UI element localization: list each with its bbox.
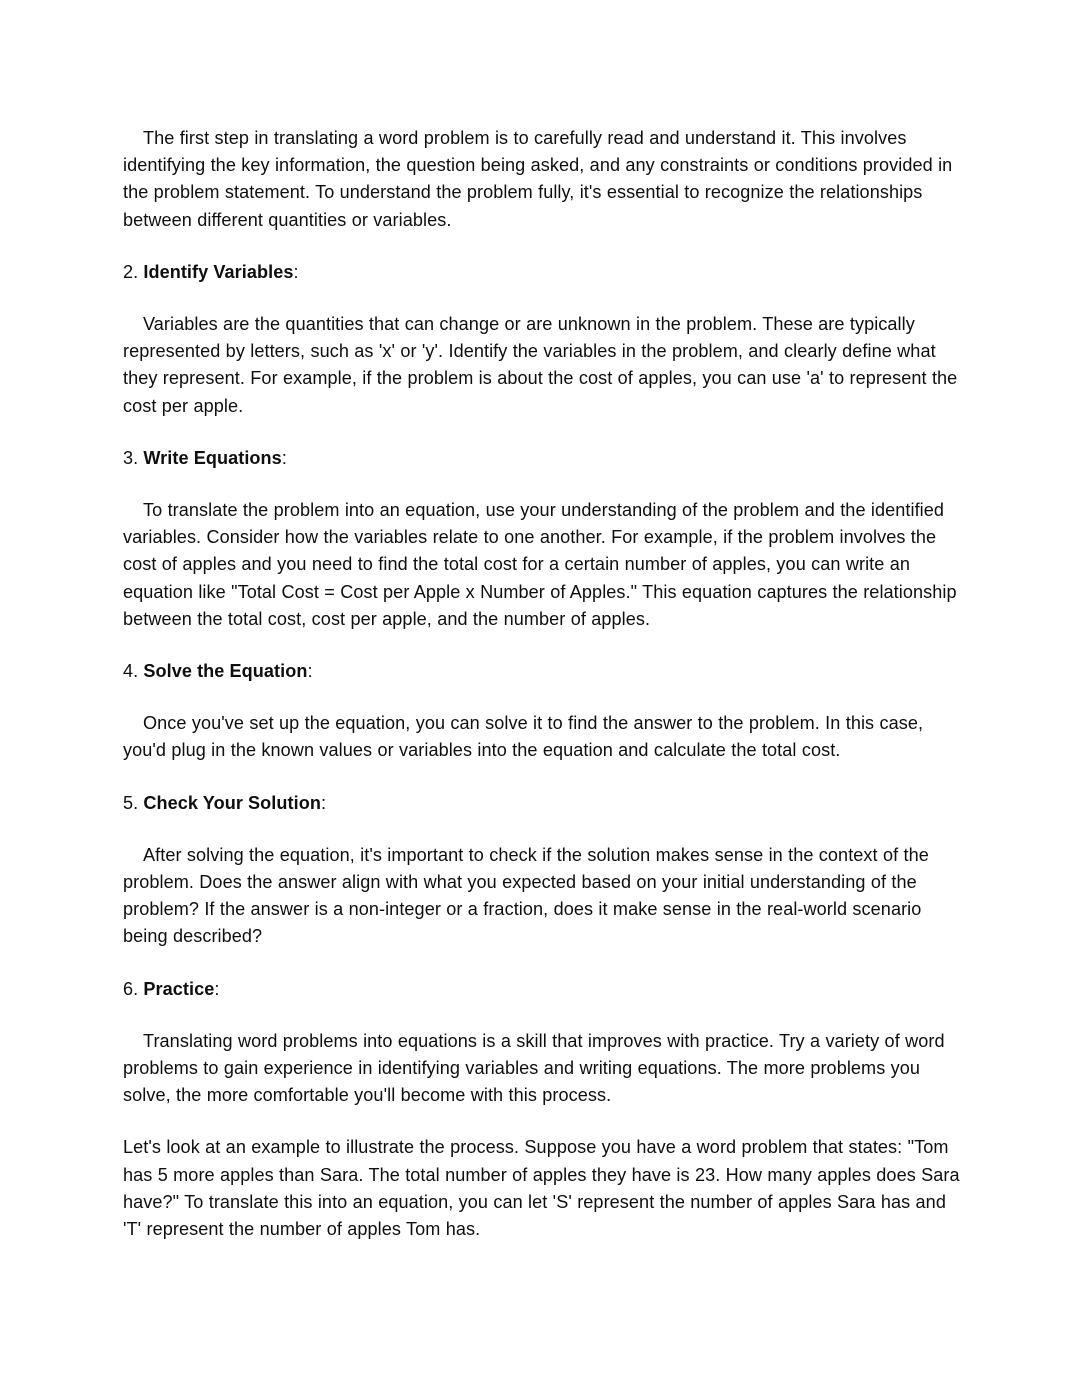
paragraph-write-equations: To translate the problem into an equation, use your understanding of the problem and the identified variables. Consider how the variables relate to one another. For example, if the problem involves the cost of apples and you need to find the total cost for a certain number of apples, you can write an equation like "Total Cost = Cost per Apple x Number of Apples." This equation captures the relationship between the total cost, cost per apple, and the number of apples. xyxy=(123,500,957,629)
spacer xyxy=(123,420,963,445)
spacer xyxy=(123,472,963,497)
heading-check-your-solution xyxy=(123,790,963,817)
heading-title: Practice xyxy=(143,978,215,999)
paragraph-identify-variables: Variables are the quantities that can change or are unknown in the problem. These are typically represented by letters, such as 'x' or 'y'. Identify the variables in the problem, and clearly define what they represent. For example, if the problem is about the cost of apples, you can use 'a' to represent the cost per apple. xyxy=(123,314,958,416)
heading-suffix: : xyxy=(293,261,299,282)
heading-solve-the-equation xyxy=(123,658,963,685)
spacer xyxy=(123,286,963,311)
spacer xyxy=(123,633,963,658)
spacer xyxy=(123,1003,963,1028)
document-body xyxy=(123,125,963,1243)
heading-practice xyxy=(123,976,963,1003)
heading-suffix: : xyxy=(281,447,287,468)
heading-title: Identify Variables xyxy=(143,261,294,282)
heading-suffix: : xyxy=(320,792,327,813)
paragraph-example: Let's look at an example to illustrate the process. Suppose you have a word problem that states: "Tom has 5 more apples than Sara. The total number of apples they have is 23. How many apples does Sara have?" To translate this into an equation, you can let 'S' represent the number of apples Sara has and 'T' represent the number of apples Tom has. xyxy=(123,1137,960,1240)
heading-title: Solve the Equation xyxy=(143,661,308,682)
spacer xyxy=(123,685,963,710)
spacer xyxy=(123,1109,963,1134)
heading-identify-variables xyxy=(123,259,963,286)
heading-title: Write Equations xyxy=(143,447,282,468)
spacer xyxy=(123,765,963,790)
heading-suffix: : xyxy=(307,661,313,682)
paragraph-solve-the-equation: Once you've set up the equation, you can solve it to find the answer to the problem. In this case, you'd plug in the known values or variables into the equation and calculate the total cost. xyxy=(123,713,924,761)
spacer xyxy=(123,951,963,976)
heading-number: 6. xyxy=(123,978,144,999)
spacer xyxy=(123,817,963,842)
paragraph-intro: The first step in translating a word problem is to carefully read and understand it. This involves identifying the key information, the question being asked, and any constraints or conditions provided in the problem statement. To understand the problem fully, it's essential to recognize the relationships between different quantities or variables. xyxy=(123,128,953,230)
heading-number: 5. xyxy=(123,792,144,813)
heading-title: Check Your Solution xyxy=(143,792,321,813)
spacer xyxy=(123,234,963,259)
heading-suffix: : xyxy=(214,978,220,999)
paragraph-check-your-solution: After solving the equation, it's important to check if the solution makes sense in the context of the problem. Does the answer align with what you expected based on your initial understanding of the problem? If the answer is a non-integer or a fraction, does it make sense in the real-world scenario being described? xyxy=(123,844,929,947)
heading-number: 2. xyxy=(123,261,144,282)
paragraph-practice: Translating word problems into equations is a skill that improves with practice. Try a variety of word problems to gain experience in identifying variables and writing equations. The more problems you solve, the more comfortable you'll become with this process. xyxy=(123,1030,945,1106)
heading-write-equations xyxy=(123,445,963,472)
heading-number: 3. xyxy=(123,447,144,468)
heading-number: 4. xyxy=(123,661,144,682)
